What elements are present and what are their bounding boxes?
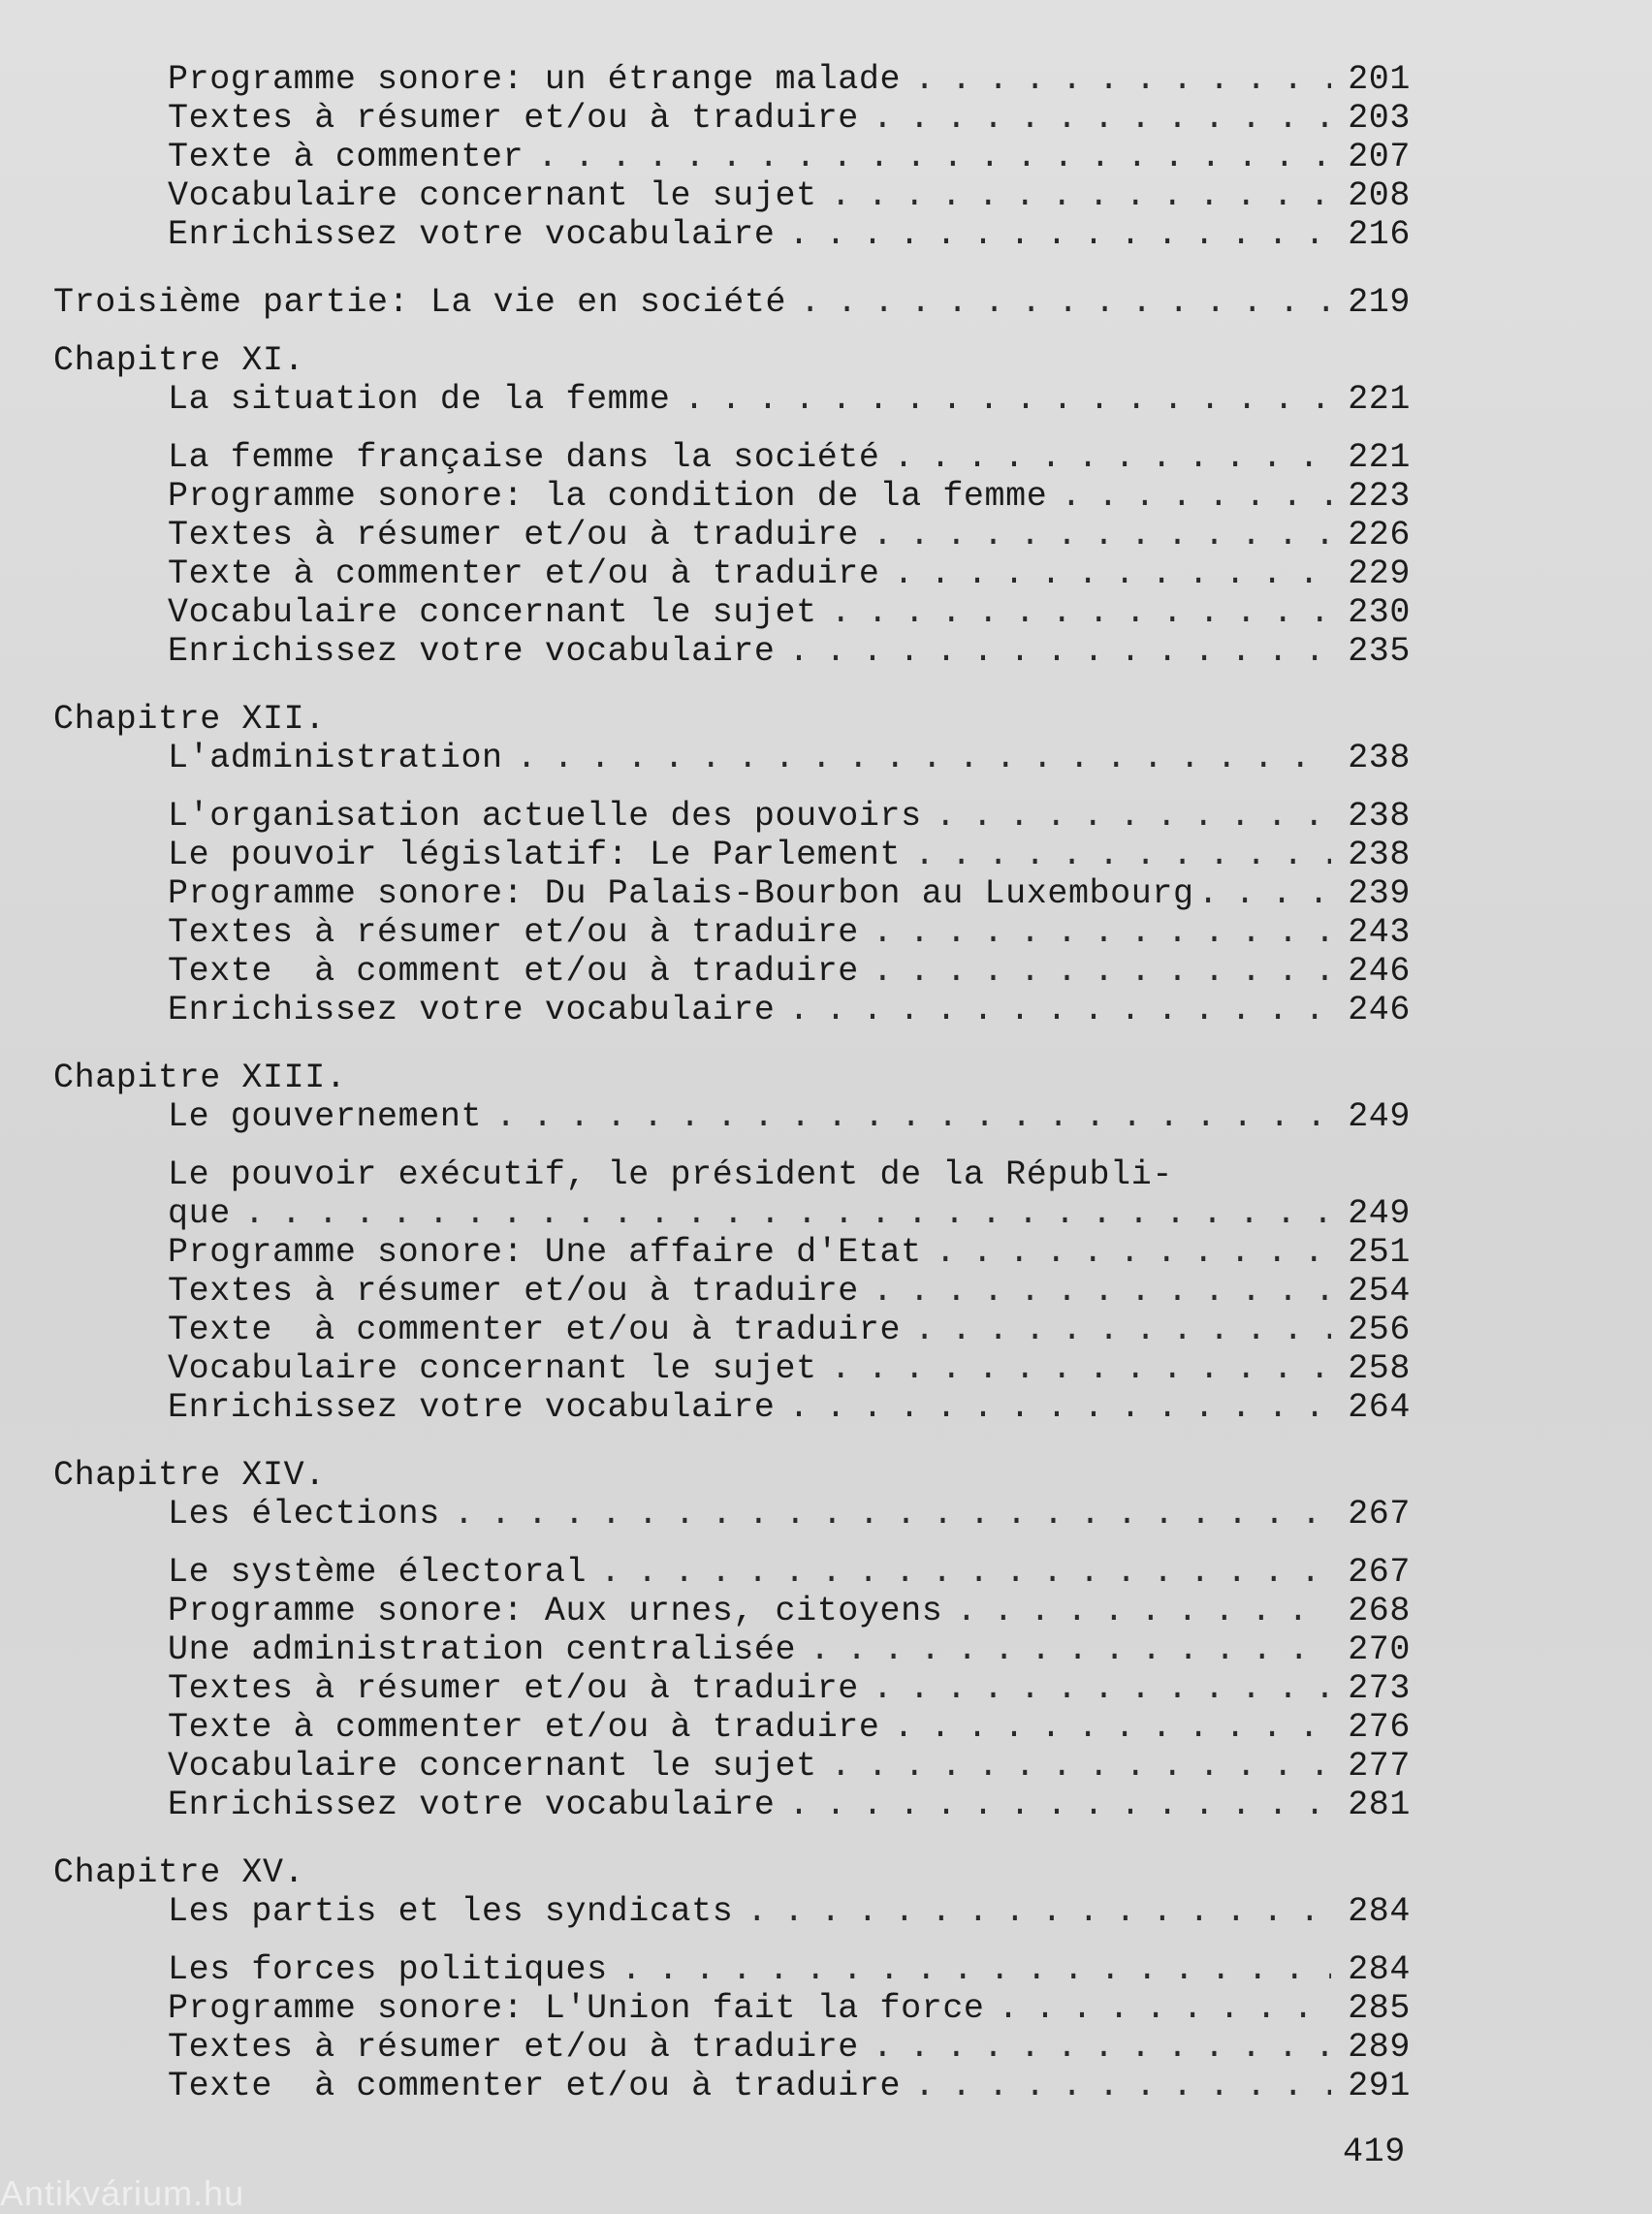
toc-entry: que . . . 249 xyxy=(53,1194,1411,1233)
chapter-title: Le gouvernement . . . 249 xyxy=(53,1097,1411,1136)
toc-entry: Textes à résumer et/ou à traduire . . . 243 xyxy=(53,913,1411,952)
toc-entry: Le pouvoir législatif: Le Parlement . . . 238 xyxy=(53,836,1411,874)
toc-entry: Programme sonore: Aux urnes, citoyens . . . 268 xyxy=(53,1592,1411,1630)
toc-entry: Enrichissez votre vocabulaire . . . 246 xyxy=(53,991,1411,1029)
chapter-heading: Chapitre XV. xyxy=(53,1853,305,1892)
toc-entry: Textes à résumer et/ou à traduire . . . 226 xyxy=(53,516,1411,554)
toc-entry: Vocabulaire concernant le sujet . . . 208 xyxy=(53,176,1411,215)
watermark: Antikvárium.hu xyxy=(0,2173,245,2213)
page-number: 419 xyxy=(1343,2133,1406,2171)
toc-entry: Le système électoral . . . 267 xyxy=(53,1553,1411,1592)
chapter-title: La situation de la femme . . . 221 xyxy=(53,380,1411,419)
toc-entry: Texte à commenter et/ou à traduire . . . 256 xyxy=(53,1311,1411,1349)
toc-entry: Textes à résumer et/ou à traduire . . . 203 xyxy=(53,99,1411,138)
table-of-contents xyxy=(53,60,1411,2105)
toc-entry: Programme sonore: L'Union fait la force . . . 285 xyxy=(53,1989,1411,2028)
chapter-title: L'administration . . . 238 xyxy=(53,739,1411,777)
toc-entry: Vocabulaire concernant le sujet . . . 258 xyxy=(53,1349,1411,1388)
toc-entry: Enrichissez votre vocabulaire . . . 216 xyxy=(53,215,1411,254)
chapter-title: Les partis et les syndicats . . . 284 xyxy=(53,1892,1411,1931)
toc-entry-wrapped-line: Le pouvoir exécutif, le président de la Républi- xyxy=(168,1155,1173,1194)
toc-entry: Texte à commenter et/ou à traduire . . . 229 xyxy=(53,554,1411,593)
chapter-title: Les élections . . . 267 xyxy=(53,1495,1411,1534)
toc-entry: Textes à résumer et/ou à traduire . . . 273 xyxy=(53,1669,1411,1708)
toc-entry: Programme sonore: un étrange malade . . . 201 xyxy=(53,60,1411,99)
toc-entry: Les forces politiques . . . 284 xyxy=(53,1950,1411,1989)
toc-entry: Programme sonore: Une affaire d'Etat . . . 251 xyxy=(53,1233,1411,1272)
toc-entry: Texte à commenter . . . 207 xyxy=(53,138,1411,176)
toc-entry: Vocabulaire concernant le sujet . . . 277 xyxy=(53,1747,1411,1786)
chapter-heading: Chapitre XIII. xyxy=(53,1059,347,1097)
toc-entry: La femme française dans la société . . . 221 xyxy=(53,438,1411,477)
part-heading: Troisième partie: La vie en société . . . 219 xyxy=(53,283,1411,322)
toc-entry: Textes à résumer et/ou à traduire . . . 254 xyxy=(53,1272,1411,1311)
toc-entry: Texte à comment et/ou à traduire . . . 246 xyxy=(53,952,1411,991)
toc-entry: Enrichissez votre vocabulaire . . . 281 xyxy=(53,1786,1411,1824)
chapter-heading: Chapitre XIV. xyxy=(53,1456,326,1495)
chapter-heading: Chapitre XI. xyxy=(53,341,305,380)
toc-entry: Textes à résumer et/ou à traduire . . . 289 xyxy=(53,2028,1411,2067)
chapter-heading: Chapitre XII. xyxy=(53,700,326,739)
toc-entry: Enrichissez votre vocabulaire . . . 235 xyxy=(53,632,1411,671)
toc-entry: Programme sonore: la condition de la femme . . . 223 xyxy=(53,477,1411,516)
toc-entry: Enrichissez votre vocabulaire . . . 264 xyxy=(53,1388,1411,1427)
toc-entry: Vocabulaire concernant le sujet . . . 230 xyxy=(53,593,1411,632)
toc-entry: Une administration centralisée . . . 270 xyxy=(53,1630,1411,1669)
toc-entry: L'organisation actuelle des pouvoirs . . . 238 xyxy=(53,797,1411,836)
toc-entry: Programme sonore: Du Palais-Bourbon au Luxembourg . . . 239 xyxy=(53,874,1411,913)
toc-entry: Texte à commenter et/ou à traduire . . . 291 xyxy=(53,2067,1411,2105)
toc-entry: Texte à commenter et/ou à traduire . . . 276 xyxy=(53,1708,1411,1747)
